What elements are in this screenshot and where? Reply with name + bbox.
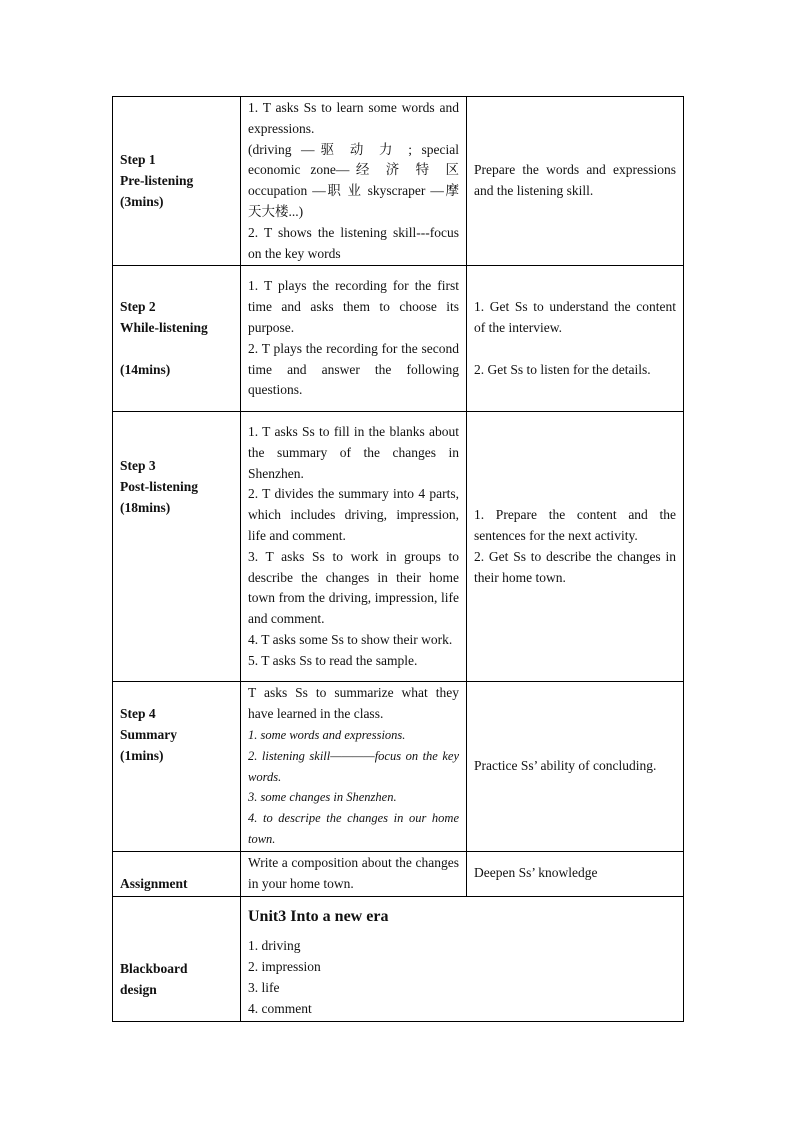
step-2-activities: 1. T plays the recording for the first time and asks them to choose its purpose. 2. T plays the recording for the second time and answer the following questions.: [241, 266, 467, 412]
assignment-activities: Write a composition about the changes in your home town.: [241, 851, 467, 896]
step-2-row: [113, 266, 684, 412]
blackboard-item: 1. driving: [248, 938, 301, 954]
step-4-label: Step 4 Summary (1mins): [113, 682, 241, 851]
step-1-purpose: Prepare the words and expressions and the listening skill.: [467, 97, 684, 266]
blackboard-row: [113, 896, 684, 1021]
step-3-purpose: 1. Prepare the content and the sentences for the next activity. 2. Get Ss to describe the changes in their home town.: [467, 412, 684, 682]
blackboard-content: [241, 896, 684, 1021]
step-2-purpose: 1. Get Ss to understand the content of the interview. 2. Get Ss to listen for the details.: [467, 266, 684, 412]
step-1-activities: 1. T asks Ss to learn some words and expressions. (driving —驱 动 力 ; special economic zone—经 济 特 区 occupation —职 业 skyscraper —摩天大楼...) 2. T shows the listening skill---focus on the key words: [241, 97, 467, 266]
step-3-activities: 1. T asks Ss to fill in the blanks about the summary of the changes in Shenzhen. 2. T divides the summary into 4 parts, which includes driving, impression, life and comment. 3. T asks Ss to work in groups to describe the changes in their home town from the driving, impression, life and comment. 4. T asks some Ss to show their work. 5. T asks Ss to read the sample.: [241, 412, 467, 682]
blackboard-title: Unit3 Into a new era: [248, 908, 389, 926]
assignment-purpose: Deepen Ss’ knowledge: [467, 851, 684, 896]
step-4-row: [113, 682, 684, 851]
step-3-label: Step 3 Post-listening (18mins): [113, 412, 241, 682]
step-1-label: Step 1 Pre-listening (3mins): [113, 97, 241, 266]
step-1-row: [113, 97, 684, 266]
blackboard-item: 2. impression: [248, 958, 321, 974]
blackboard-item: 4. comment: [248, 1000, 312, 1016]
step-3-row: [113, 412, 684, 682]
blackboard-label: Blackboard design: [113, 896, 241, 1021]
step-4-purpose: Practice Ss’ ability of concluding.: [467, 682, 684, 851]
step-2-label: Step 2 While-listening (14mins): [113, 266, 241, 412]
lesson-plan-table: [112, 96, 684, 1022]
blackboard-item: 3. life: [248, 979, 280, 995]
assignment-row: [113, 851, 684, 896]
assignment-label: Assignment: [113, 851, 241, 896]
step-4-activities: T asks Ss to summarize what they have learned in the class. 1. some words and expressions. 2. listening skill————focus on the key words. 3. some changes in Shenzhen. 4. to descripe the changes in our home town.: [241, 682, 467, 851]
